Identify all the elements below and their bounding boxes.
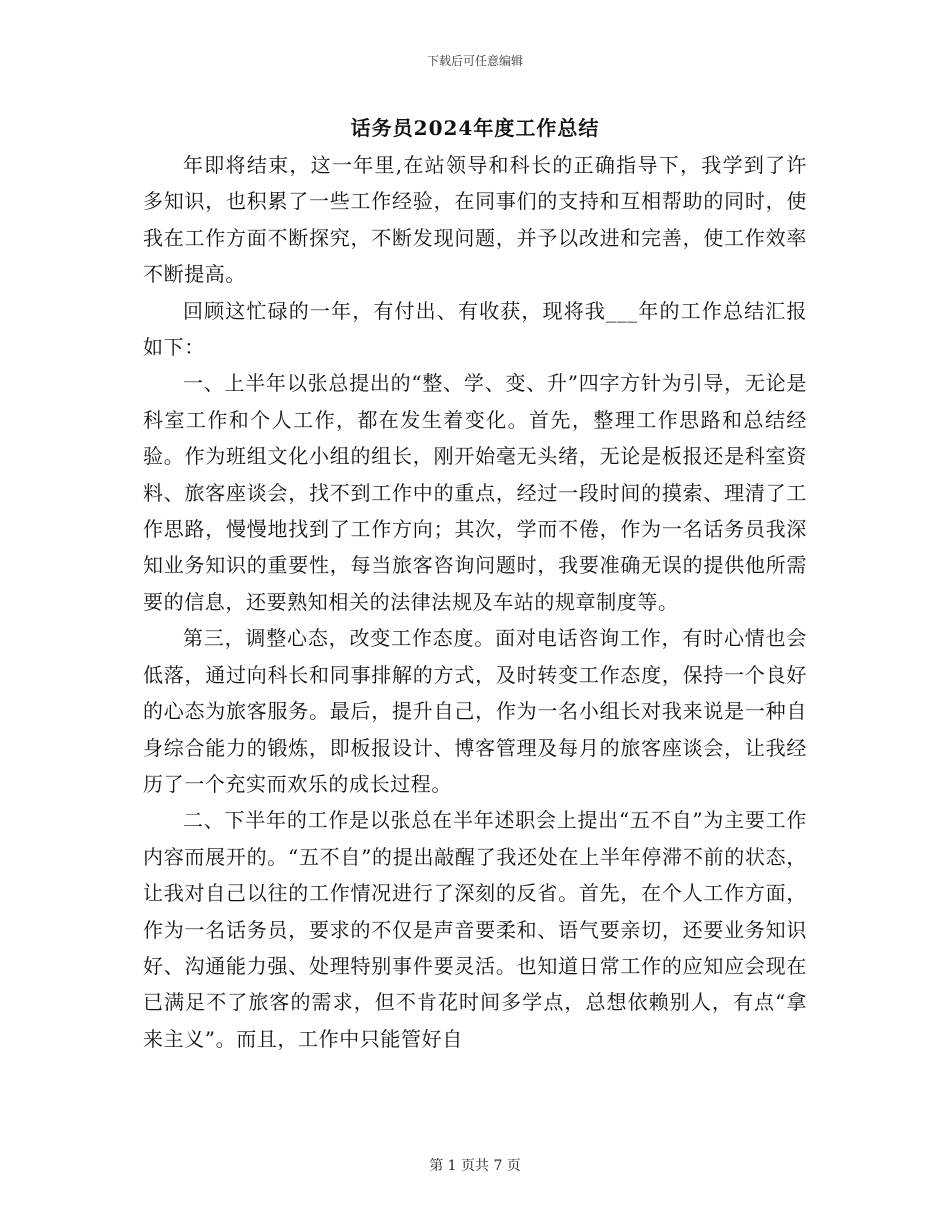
- page-header-note: 下载后可任意编辑: [426, 54, 523, 68]
- document-body: [143, 147, 807, 1057]
- paragraph-intro: 年即将结束，这一年里,在站领导和科长的正确指导下，我学到了许多知识，也积累了一些工作经验，在同事们的支持和互相帮助的同时，使我在工作方面不断探究，不断发现问题，并予以改进和完善，使工作效率不断提高。: [143, 153, 807, 287]
- paragraph-third: 第三，调整心态，改变工作态度。面对电话咨询工作，有时心情也会低落，通过向科长和同事排解的方式，及时转变工作态度，保持一个良好的心态为旅客服务。最后，提升自己，作为一名小组长对我来说是一种自身综合能力的锻炼，即板报设计、博客管理及每月的旅客座谈会，让我经历了一个充实而欢乐的成长过程。: [143, 626, 807, 796]
- paragraph-second-half: 二、下半年的工作是以张总在半年述职会上提出“五不自”为主要工作内容而展开的。“五不自”的提出敲醒了我还处在上半年停滞不前的状态，让我对自己以往的工作情况进行了深刻的反省。首先，在个人工作方面，作为一名话务员，要求的不仅是声音要柔和、语气要亲切，还要业务知识好、沟通能力强、处理特别事件要灵活。也知道日常工作的应知应会现在已满足不了旅客的需求，但不肯花时间多学点，总想依赖别人，有点“拿来主义”。而且，工作中只能管好自: [143, 808, 807, 1051]
- page-footer-number: 第 1 页共 7 页: [429, 1158, 521, 1174]
- paragraph-review: 回顾这忙碌的一年，有付出、有收获，现将我___年的工作总结汇报如下：: [143, 298, 807, 360]
- document-title: 话务员2024年度工作总结: [350, 116, 600, 140]
- paragraph-first-half: 一、上半年以张总提出的“整、学、变、升”四字方针为引导，无论是科室工作和个人工作，都在发生着变化。首先，整理工作思路和总结经验。作为班组文化小组的组长，刚开始毫无头绪，无论是板报还是科室资料、旅客座谈会，找不到工作中的重点，经过一段时间的摸索、理清了工作思路，慢慢地找到了工作方向；其次，学而不倦，作为一名话务员我深知业务知识的重要性，每当旅客咨询问题时，我要准确无误的提供他所需要的信息，还要熟知相关的法律法规及车站的规章制度等。: [143, 371, 807, 614]
